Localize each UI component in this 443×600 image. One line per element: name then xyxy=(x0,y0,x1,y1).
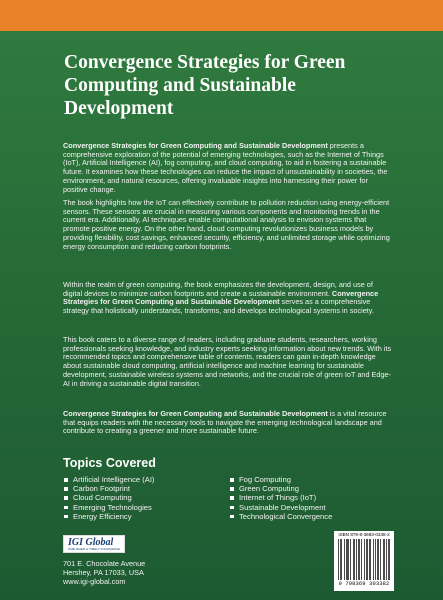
isbn-label: ISBN 979-8-3693-0338-2 xyxy=(338,532,390,537)
description-paragraph-2: The book highlights how the IoT can effectively contribute to pollution reduction using energy-efficient sensors. These sensors are crucial in measuring various components and monitoring trends in the current era. Additionally, AI techniques enable computational analysis to envision systems that promote positive energy. On the other hand, cloud computing revolutionizes business models by providing flexibility, cost savings, enhanced security, efficiency, and unlimited storage while optimizing energy consumption and reducing carbon footprints. xyxy=(63,198,390,251)
paragraph-text: Within the realm of green computing, the book emphasizes the development, design, and use of digital devices to minimize carbon footprints and create a sustainable environment. xyxy=(63,280,373,298)
isbn-barcode xyxy=(334,531,394,591)
publisher-tagline: PUBLISHER of TIMELY KNOWLEDGE xyxy=(68,547,121,551)
barcode-number: 9 798369 303382 xyxy=(338,581,390,587)
topic-item: Cloud Computing xyxy=(63,493,154,502)
publisher-logo xyxy=(63,535,125,553)
publisher-address xyxy=(63,559,145,586)
publisher-website: www.igi-global.com xyxy=(63,577,126,586)
title-emphasis: Convergence Strategies for Green Computing and Sustainable Development xyxy=(63,288,379,307)
barcode-bars xyxy=(338,539,390,580)
description-paragraph-5 xyxy=(63,410,393,436)
topic-item: Sustainable Development xyxy=(229,503,332,512)
topic-item: Emerging Technologies xyxy=(63,503,154,512)
address-city: Hershey, PA 17033, USA xyxy=(63,568,144,577)
paragraph-text: presents a comprehensive exploration of the potential of emerging technologies, such as the Internet of Things (IoT), Artificial Intelligence (AI), fog computing, and cloud computing, to aid in fostering a sustainable future. It examines how these technologies can reduce the impact of unsustainability in societies, the environment, and natural resources, offering invaluable insights into harnessing their power for positive change. xyxy=(63,141,388,194)
book-title: Convergence Strategies for Green Computing and Sustainable Development xyxy=(64,52,346,119)
topic-item: Carbon Footprint xyxy=(63,484,154,493)
top-color-band xyxy=(0,0,443,31)
paragraph-text: is a vital resource that equips readers with the necessary tools to navigate the emerging technological landscape and contribute to creating a greener and more sustainable future. xyxy=(63,409,387,436)
title-emphasis: Convergence Strategies for Green Computing and Sustainable Development xyxy=(63,409,328,418)
topic-item: Technological Convergence xyxy=(229,512,332,521)
topic-item: Internet of Things (IoT) xyxy=(229,493,332,502)
description-paragraph-3 xyxy=(63,281,393,316)
paragraph-text: serves as a comprehensive strategy that holistically understands, transforms, and develops technological systems in society. xyxy=(63,297,374,316)
topic-item: Fog Computing xyxy=(229,475,332,484)
topic-item: Artificial Intelligence (AI) xyxy=(63,475,154,484)
topics-heading: Topics Covered xyxy=(63,456,156,470)
topic-item: Energy Efficiency xyxy=(63,512,154,521)
topics-list-left xyxy=(63,475,154,521)
description-paragraph-1 xyxy=(63,142,393,194)
topic-item: Green Computing xyxy=(229,484,332,493)
description-paragraph-4: This book caters to a diverse range of readers, including graduate students, researchers, working professionals seeking knowledge, and industry experts seeking information about new trends. With its recommended topics and comprehensive table of contents, readers can gain in-depth knowledge about sustainable cloud computing, artificial intelligence and machine learning for sustainable development, sustainable wireless systems and networks, and the crucial role of green IoT and Edge-AI in driving a sustainable digital transition. xyxy=(63,335,392,388)
title-emphasis: Convergence Strategies for Green Computing and Sustainable Development xyxy=(63,141,328,150)
topics-list-right xyxy=(229,475,332,521)
publisher-logo-text: IGI Global xyxy=(68,537,114,548)
address-street: 701 E. Chocolate Avenue xyxy=(63,559,146,568)
